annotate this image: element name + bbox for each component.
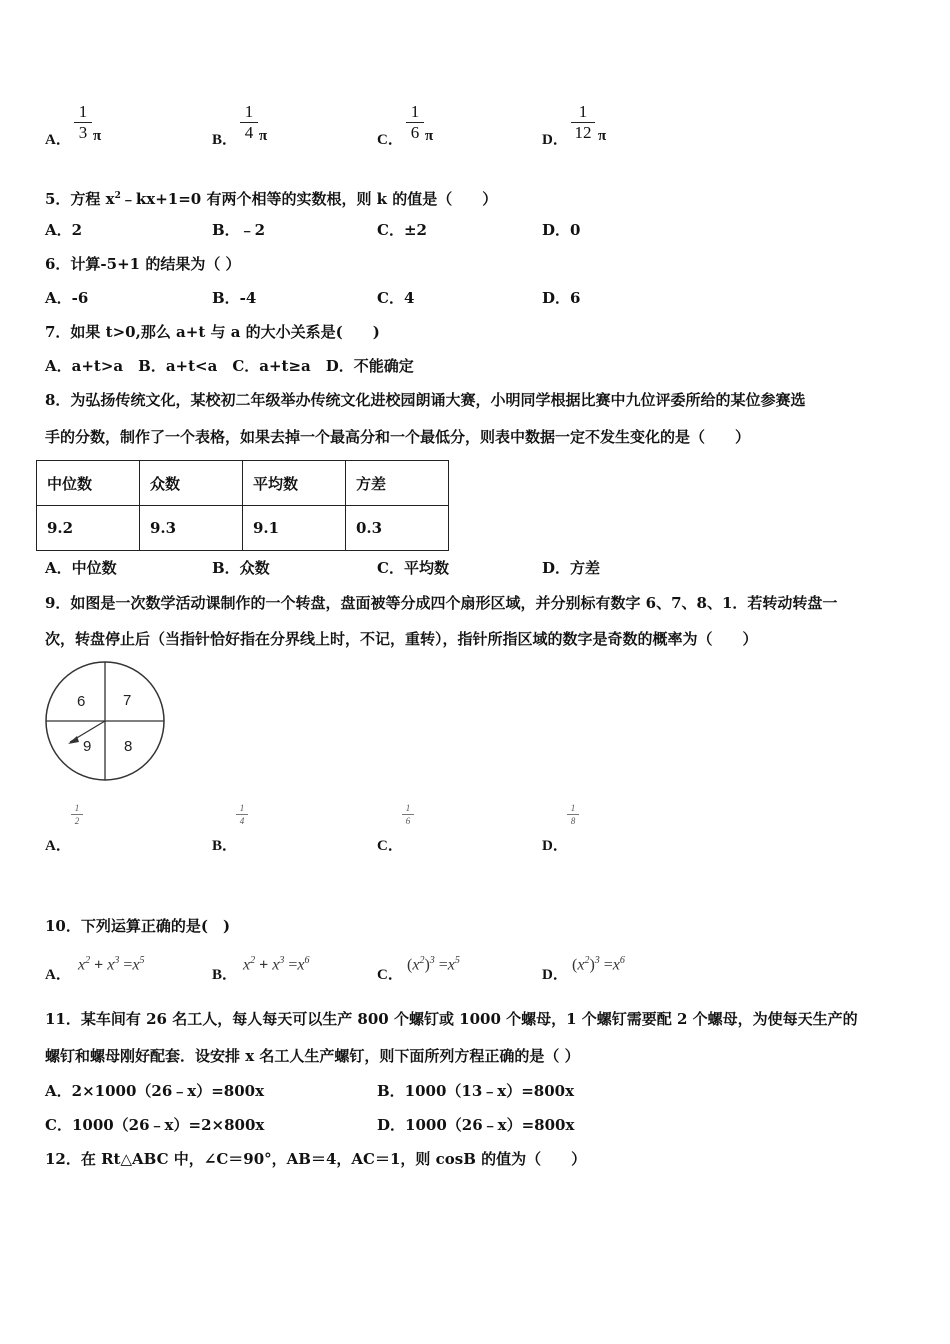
q9-a-numerator: 1 [74, 803, 80, 813]
table-header-row [37, 461, 449, 506]
q4-a-denominator: 3 [78, 123, 88, 142]
q10-option-b-label[interactable]: B． [212, 967, 238, 983]
q10-option-b-expression: $x^2 + x^3 =x^6$ [243, 955, 310, 974]
q9-d-fraction [567, 803, 579, 826]
q4-c-pi: π [425, 128, 434, 144]
q9-b-denominator: 4 [239, 816, 245, 826]
spinner-number: 6 [77, 693, 86, 710]
q7-stem: 7．如果 t>0,那么 a+t 与 a 的大小关系是( ) [45, 323, 380, 341]
spinner-number: 9 [83, 738, 92, 755]
q9-d-denominator: 8 [570, 816, 576, 826]
q6-option-b[interactable]: B．-4 [212, 289, 257, 307]
q4-a-numerator: 1 [78, 102, 88, 121]
q11-option-b[interactable]: B．1000（13﹣x）=800x [377, 1082, 575, 1100]
q4-option-d-label: D． [542, 132, 568, 148]
q7-options[interactable]: A．a+t>a B．a+t<a C．a+t≥a D．不能确定 [45, 357, 414, 375]
q8-stem-line2: 手的分数，制作了一个表格，如果去掉一个最高分和一个最低分，则表中数据一定不发生变化的是（ ） [45, 428, 751, 446]
q5-stem-post: ﹣kx+1=0 有两个相等的实数根，则 k 的值是（ ） [120, 190, 498, 208]
q9-option-d-label[interactable]: D． [542, 838, 568, 854]
q8-stem-line1: 8．为弘扬传统文化，某校初二年级举办传统文化进校园朗诵大赛，小明同学根据比赛中九位评委所给的某位参赛选 [45, 391, 806, 409]
q6-stem: 6．计算-5+1 的结果为（ ） [45, 255, 241, 273]
q4-d-pi: π [598, 128, 607, 144]
q9-d-numerator: 1 [570, 803, 576, 813]
table-row [37, 506, 449, 551]
q9-c-numerator: 1 [405, 803, 411, 813]
q11-option-a[interactable]: A．2×1000（26﹣x）=800x [45, 1082, 265, 1100]
q11-option-c[interactable]: C．1000（26﹣x）=2×800x [45, 1116, 265, 1134]
q5-option-c[interactable]: C．±2 [377, 221, 427, 239]
q4-option-b-label: B． [212, 132, 238, 148]
q4-b-numerator: 1 [244, 102, 254, 121]
q10-option-c-label[interactable]: C． [377, 967, 403, 983]
q8-option-b[interactable]: B．众数 [212, 559, 270, 577]
q11-stem-line2: 螺钉和螺母刚好配套．设安排 x 名工人生产螺钉，则下面所列方程正确的是（ ） [45, 1047, 580, 1065]
q4-c-numerator: 1 [410, 102, 420, 121]
q6-option-c[interactable]: C．4 [377, 289, 415, 307]
q10-option-d-expression: $(x^2)^3 =x^6$ [572, 955, 625, 974]
q8-score-table [36, 460, 449, 551]
q10-option-d-label[interactable]: D． [542, 967, 568, 983]
table-header-cell: 众数 [140, 461, 243, 506]
q4-b-pi: π [259, 128, 268, 144]
q4-option-b-fraction [240, 103, 258, 142]
q9-option-c-label[interactable]: C． [377, 838, 403, 854]
q6-option-d[interactable]: D．6 [542, 289, 581, 307]
q4-c-denominator: 6 [410, 123, 420, 142]
spinner-figure [44, 660, 170, 784]
q12-stem: 12．在 Rt△ABC 中，∠C＝90°，AB＝4，AC＝1，则 cosB 的值为（ ） [45, 1150, 587, 1168]
q9-a-fraction [71, 803, 83, 826]
q4-option-c-fraction [406, 103, 424, 142]
q4-b-denominator: 4 [244, 123, 254, 142]
q4-d-denominator: 12 [574, 123, 592, 142]
q4-option-a-fraction [74, 103, 92, 142]
q9-c-fraction [402, 803, 414, 826]
q11-stem-line1: 11．某车间有 26 名工人，每人每天可以生产 800 个螺钉或 1000 个螺母，1 个螺钉需要配 2 个螺母，为使每天生产的 [45, 1010, 858, 1028]
spinner-number: 7 [123, 692, 132, 709]
q4-d-numerator: 1 [578, 102, 588, 121]
q10-option-a-label[interactable]: A． [45, 967, 71, 983]
q10-stem: 10．下列运算正确的是( ) [45, 917, 231, 935]
table-cell: 9.2 [37, 506, 140, 551]
q5-option-b[interactable]: B．﹣2 [212, 221, 266, 239]
q11-option-d[interactable]: D．1000（26﹣x）=800x [377, 1116, 575, 1134]
table-cell: 9.3 [140, 506, 243, 551]
q8-option-a[interactable]: A．中位数 [45, 559, 117, 577]
q10-option-a-expression: $x^2 + x^3 =x^5$ [78, 955, 145, 974]
q4-option-c-label: C． [377, 132, 403, 148]
table-header-cell: 中位数 [37, 461, 140, 506]
q5-stem-pre: 5．方程 x [45, 190, 115, 208]
q4-option-a-label: A． [45, 132, 71, 148]
q10-option-c-expression: $(x^2)^3 =x^5$ [407, 955, 460, 974]
q5-stem [45, 186, 497, 209]
q5-option-a[interactable]: A．2 [45, 221, 83, 239]
q9-option-a-label[interactable]: A． [45, 838, 71, 854]
table-header-cell: 方差 [346, 461, 449, 506]
spinner-pointer-arrowhead [68, 736, 79, 744]
table-cell: 9.1 [243, 506, 346, 551]
q8-option-d[interactable]: D．方差 [542, 559, 601, 577]
spinner-number: 8 [124, 738, 133, 755]
q9-stem-line1: 9．如图是一次数学活动课制作的一个转盘，盘面被等分成四个扇形区域，并分别标有数字 6、7、8、1．若转动转盘一 [45, 594, 838, 612]
q9-stem-line2: 次，转盘停止后（当指针恰好指在分界线上时，不记，重转），指针所指区域的数字是奇数的概率为（ ） [45, 630, 758, 648]
q9-a-denominator: 2 [74, 816, 80, 826]
q9-b-numerator: 1 [239, 803, 245, 813]
q9-b-fraction [236, 803, 248, 826]
q4-a-pi: π [93, 128, 102, 144]
table-header-cell: 平均数 [243, 461, 346, 506]
table-cell: 0.3 [346, 506, 449, 551]
q6-option-a[interactable]: A．-6 [45, 289, 89, 307]
q9-option-b-label[interactable]: B． [212, 838, 238, 854]
q4-option-d-fraction [571, 103, 595, 142]
q9-c-denominator: 6 [405, 816, 411, 826]
q8-option-c[interactable]: C．平均数 [377, 559, 449, 577]
q5-stem-exponent: 2 [114, 191, 121, 201]
q5-option-d[interactable]: D．0 [542, 221, 581, 239]
